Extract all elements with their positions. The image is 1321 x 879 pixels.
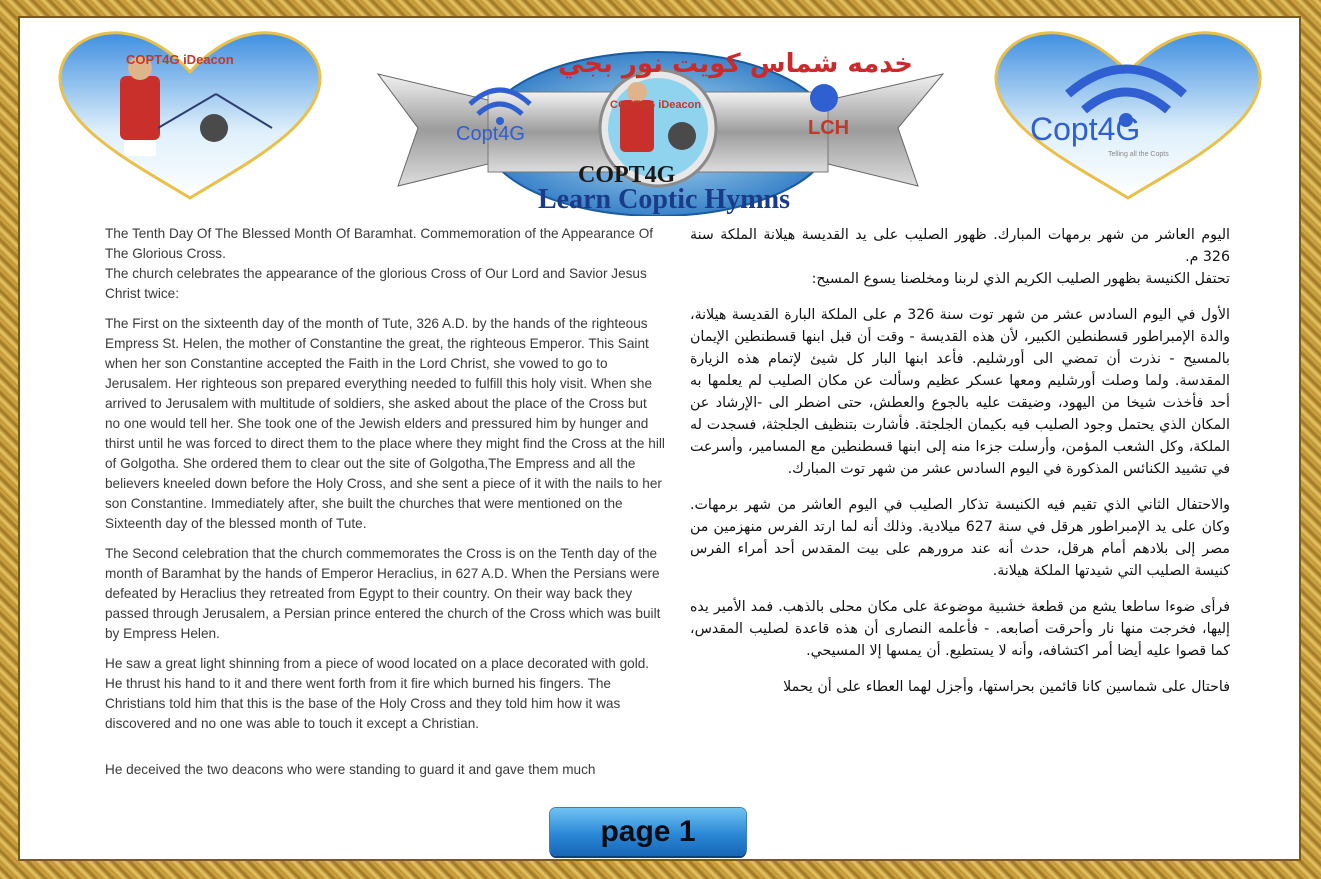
english-intro: The church celebrates the appearance of the glorious Cross of Our Lord and Savior Jesus Christ twice: bbox=[105, 266, 647, 301]
arabic-paragraph-4: فاحتال على شماسين كانا قائمين بحراستها، وأجزل لهما العطاء على أن يحملا bbox=[783, 679, 1230, 695]
left-heart-brand-text: COPT4G iDeacon bbox=[126, 52, 234, 67]
page-canvas bbox=[18, 16, 1301, 861]
arabic-paragraph-1: الأول في اليوم السادس عشر من شهر توت سنة 326 م على الملكة البارة القديسة هيلانة، والدة الإمبراطور قسطنطين الكبير، لأن هذه القديسة - وقت أن قبل ابنها قسطنطين الإيمان بالمسيح - نذرت أن تمضي الى أورشليم. فأعد ابنها البار كل شيئ لإتمام هذه الزيارة المقدسة. ولما وصلت أورشليم ومعها عسكر عظيم وسألت عن مكان الصليب لم يعلمها به أحد فأخذت شيخا من اليهود، وضيقت عليه بالجوع والعطش، حتى اضطر الى -الإرشاد عن المكان الذي يحتمل وجود الصليب فيه بكيمان الجلجثة. فأشارت بتنظيف الجلجثة، فسجدت له الملكة، وكل الشعب المؤمن، وأرسلت جزءا منه إلى ابنها قسطنطين مع المسامير، وأسرعت في تشييد الكنائس المذكورة في اليوم السادس عشر من شهر توت المبارك. bbox=[690, 307, 1230, 477]
copt4g-small-text: Copt4G bbox=[456, 123, 525, 145]
banner-arabic-title: خدمه شماس كويت نور بجي bbox=[558, 49, 914, 79]
page-number-label: page 1 bbox=[600, 815, 696, 848]
arabic-title: اليوم العاشر من شهر برمهات المبارك. ظهور الصليب على يد القديسة هيلانة الملكة سنة 326 م. bbox=[690, 227, 1230, 265]
right-heart-logo bbox=[996, 33, 1260, 198]
banner-brand-text: COPT4G bbox=[578, 162, 676, 188]
header-banner bbox=[18, 16, 1301, 216]
arabic-paragraph-2: والاحتفال الثاني الذي تقيم فيه الكنيسة تذكار الصليب في اليوم العاشر من شهر برمهات. وكان على يد الإمبراطور هرقل في سنة 627 ميلادية. وذلك أنه لما ارتد الفرس منهزمين من مصر إلى بلادهم أمام هرقل، حدث أنه عند مرورهم على بيت المقدس أحد أمراء الفرس كنيسة الصليب التي شيدتها الملكة هيلانة. bbox=[690, 497, 1230, 579]
english-paragraph-1: The First on the sixteenth day of the month of Tute, 326 A.D. by the hands of the righteous Empress St. Helen, the mother of Constantine the great, the righteous Emperor. This Saint when her son Constantine accepted the Faith in the Lord Christ, she vowed to go to Jerusalem. Her righteous son prepared everything needed to fulfill this holy visit. When she arrived to Jerusalem with multitude of soldiers, she asked about the place of the Cross but no one would tell her. She took one of the Jewish elders and pressured him by hunger and thirst until he was forced to direct them to the place where they might find the Cross at the hill of Golgotha. She ordered them to clear out the site of Golgotha,The Empress and all the believers kneeled down before the Holy Cross, and she sent a piece of it with the nails to her son Constantine. Immediately after, she built the churches that were mentioned on the Sixteenth day of the blessed month of Tute. bbox=[105, 316, 665, 531]
lch-logo-text: LCH bbox=[808, 117, 850, 139]
english-paragraph-3: He saw a great light shinning from a piece of wood located on a place decorated with gold. He thrust his hand to it and there went forth from it fire which burned his fingers. The Christians told him that this is the base of the Holy Cross and they told him how it was discovered and no one was able to touch it except a Christian. bbox=[105, 656, 650, 731]
copt4g-tagline: Telling all the Copts bbox=[1108, 151, 1169, 158]
banner-subtitle: Learn Coptic Hymns bbox=[538, 184, 790, 215]
center-logo-small-text: COPT4G iDeacon bbox=[610, 99, 702, 111]
center-banner-logo bbox=[378, 49, 943, 216]
arabic-paragraph-3: فرأى ضوءا ساطعا يشع من قطعة خشبية موضوعة على مكان محلى بالذهب. فمد الأمير يده إليها، فخرجت منها نار وأحرقت أصابعه. - فأعلمه النصارى أن هذه قاعدة لصليب المقدس، كما قصوا عليه أيضا أمر اكتشافه، وأنه لا يستطيع. أن يمسها إلا المسيحي. bbox=[690, 599, 1230, 659]
english-paragraph-4: He deceived the two deacons who were standing to guard it and gave them much bbox=[105, 762, 596, 777]
english-title: The Tenth Day Of The Blessed Month Of Baramhat. Commemoration of the Appearance Of The Glorious Cross. bbox=[105, 226, 654, 261]
arabic-intro: تحتفل الكنيسة بظهور الصليب الكريم الذي لربنا ومخلصنا يسوع المسيح: bbox=[811, 271, 1230, 287]
page-number-button[interactable] bbox=[550, 808, 746, 856]
english-column bbox=[105, 224, 665, 814]
copt4g-large-text: Copt4G bbox=[1030, 111, 1141, 147]
arabic-column bbox=[690, 224, 1230, 814]
english-paragraph-2: The Second celebration that the church commemorates the Cross is on the Tenth day of the month of Baramhat by the hands of Emperor Heraclius, in 627 A.D. When the Persians were defeated by Heraclius they retreated from Egypt to their country. On their way back they passed through Jerusalem, a Persian prince entered the church of the Cross which was built by Empress Helen. bbox=[105, 546, 661, 641]
left-heart-logo bbox=[60, 33, 320, 198]
